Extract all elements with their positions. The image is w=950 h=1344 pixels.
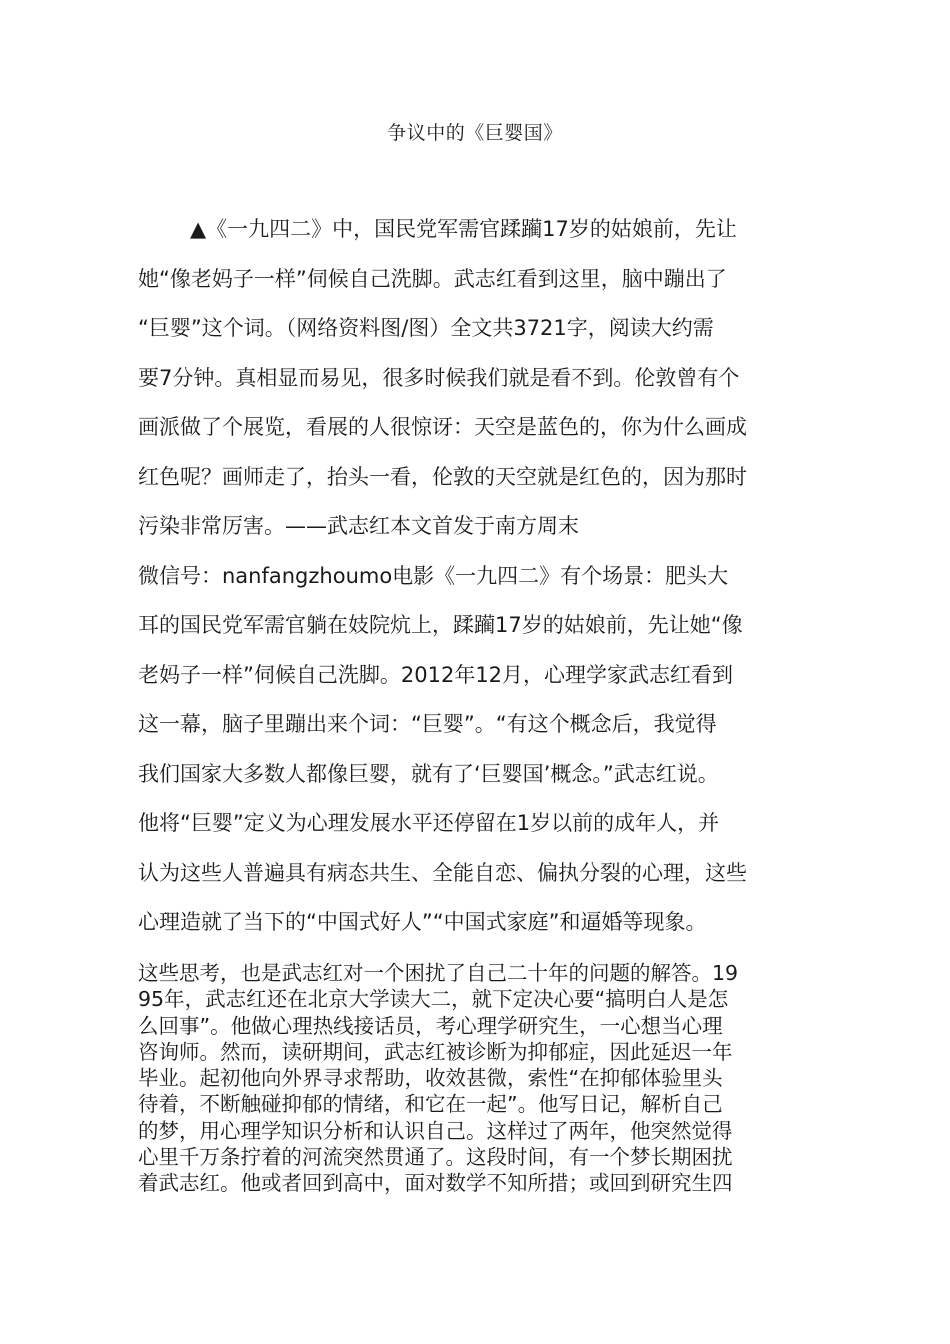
paragraph-line: “巨婴”这个词。（网络资料图/图）全文共3721字，阅读大约需 [138,316,714,340]
paragraph-line: 污染非常厉害。——武志红本文首发于南方周末 [138,514,579,538]
paragraph-line: 么回事”。他做心理热线接话员，考心理学研究生，一心想当心理 [138,1013,723,1038]
paragraph-line: 心里千万条拧着的河流突然贯通了。这段时间，有一个梦长期困扰 [138,1145,733,1170]
paragraph-line: ▲《一九四二》中，国民党军需官蹂躏17岁的姑娘前，先让 [190,217,737,241]
paragraph-line: 她“像老妈子一样”伺候自己洗脚。武志红看到这里，脑中蹦出了 [138,266,727,291]
paragraph-line: 画派做了个展览，看展的人很惊讶：天空是蓝色的，你为什么画成 [138,415,747,439]
paragraph-line: 微信号：nanfangzhoumo电影《一九四二》有个场景：肥头大 [138,563,729,588]
paragraph-line: 着武志红。他或者回到高中，面对数学不知所措；或回到研究生四 [138,1171,733,1196]
paragraph-line: 这一幕，脑子里蹦出来个词：“巨婴”。“有这个概念后，我觉得 [138,712,717,736]
paragraph-line: 认为这些人普遍具有病态共生、全能自恋、偏执分裂的心理，这些 [138,860,747,885]
paragraph-line: 咨询师。然而，读研期间，武志红被诊断为抑郁症，因此延迟一年 [138,1039,733,1064]
paragraph-line: 他将“巨婴”定义为心理发展水平还停留在1岁以前的成年人，并 [138,811,720,835]
paragraph-line: 这些思考，也是武志红对一个困扰了自己二十年的问题的解答。19 [138,961,739,985]
paragraph-1 [138,205,818,948]
paragraph-2 [138,960,818,1197]
paragraph-line: 红色呢？画师走了，抬头一看，伦敦的天空就是红色的，因为那时 [138,464,747,489]
paragraph-line: 毕业。起初他向外界寻求帮助，收效甚微，索性“在抑郁体验里头 [138,1066,723,1091]
paragraph-line: 心理造就了当下的“中国式好人”“中国式家庭”和逼婚等现象。 [138,910,707,934]
paragraph-line: 老妈子一样”伺候自己洗脚。2012年12月，心理学家武志红看到 [138,662,734,687]
paragraph-line: 95年，武志红还在北京大学读大二，就下定决心要“搞明白人是怎 [138,987,729,1012]
paragraph-line: 我们国家大多数人都像巨婴，就有了‘巨婴国’概念。”武志红说。 [138,761,719,786]
paragraph-line: 耳的国民党军需官躺在妓院炕上，蹂躏17岁的姑娘前，先让她“像 [138,613,743,637]
paragraph-line: 待着，不断触碰抑郁的情绪，和它在一起”。他写日记，解析自己 [138,1092,723,1117]
paragraph-line: 的梦，用心理学知识分析和认识自己。这样过了两年，他突然觉得 [138,1118,733,1143]
paragraph-line: 要7分钟。真相显而易见，很多时候我们就是看不到。伦敦曾有个 [138,365,740,390]
document-title: 争议中的《巨婴国》 [387,122,563,144]
